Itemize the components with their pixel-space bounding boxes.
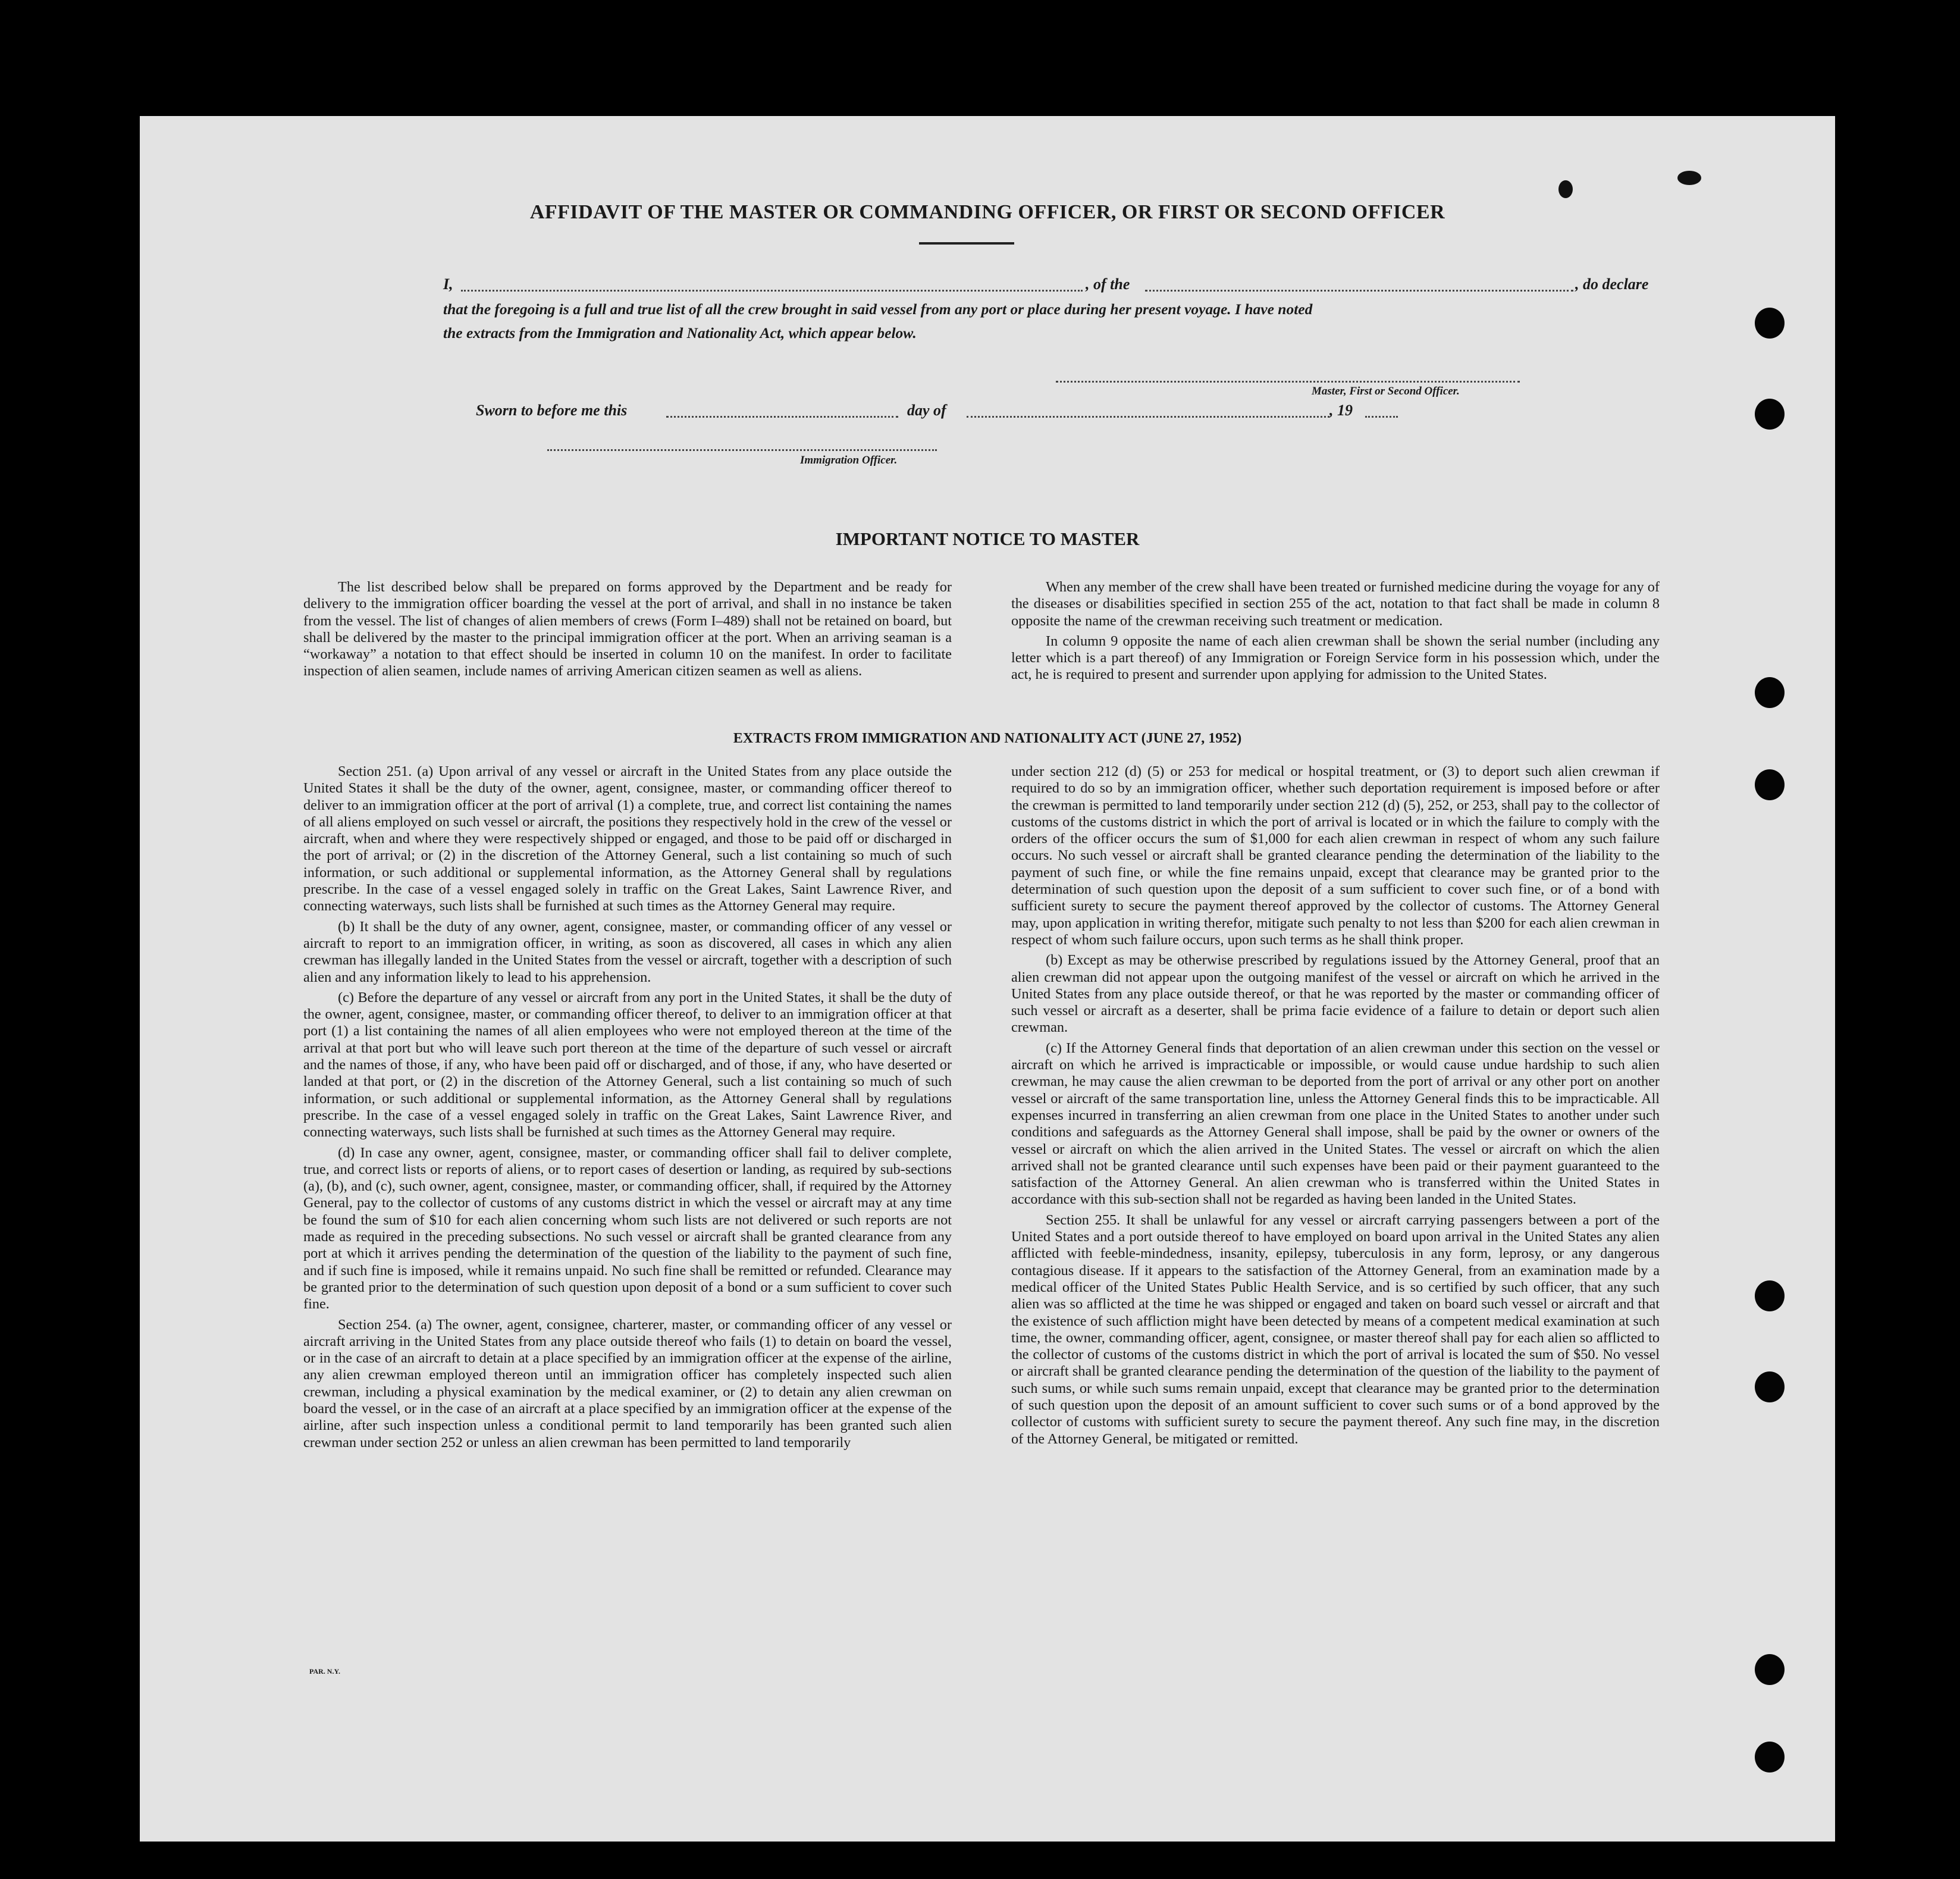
punch-hole — [1755, 677, 1785, 708]
section-254-a: Section 254. (a) The owner, agent, consignee, charterer, master, or commanding officer of any vessel or aircraft arriving in the United States from any place outside thereof who fails (1) to detain on board the vessel, or in the case of an aircraft to detain at a place specified by an immigration officer at the expense of the airline, any alien crewman employed thereon until an immigration officer has completely inspected such alien crewman, including a physical examination by the medical examiner, or (2) to detain any alien crewman on board the vessel, or in the case of an aircraft at a place specified by an immigration officer at the expense of the airline, after such inspection unless a conditional permit to land temporarily has been granted such alien crewman under section 252 or unless an alien crewman has been permitted to land temporarily — [303, 1316, 952, 1451]
declaration-do-declare: , do declare — [1575, 275, 1649, 293]
statement-line-2: the extracts from the Immigration and Nationality Act, which appear below. — [443, 324, 917, 342]
declaration-i: I, — [443, 275, 453, 293]
affidavit-title: AFFIDAVIT OF THE MASTER OR COMMANDING OFFICER, OR FIRST OR SECOND OFFICER — [529, 201, 1445, 223]
ink-blot — [1677, 171, 1701, 185]
notice-right-text-2: In column 9 opposite the name of each alien crewman shall be shown the serial number (including any letter which is a part thereof) of any Immigration or Foreign Service form in his possession which, under the act, he is required to present and surrender upon applying for admission to the United States. — [1011, 632, 1660, 683]
month-blank — [967, 416, 1329, 418]
title-divider — [919, 242, 1014, 245]
year-blank — [1365, 416, 1398, 418]
punch-hole — [1755, 1280, 1785, 1311]
notice-title: IMPORTANT NOTICE TO MASTER — [835, 528, 1140, 549]
notice-right-text-1: When any member of the crew shall have been treated or furnished medicine during the voyage for any of the diseases or disabilities specified in section 255 of the act, notation to that fact shall be made in column 8 opposite the name of the crewman receiving such treatment or medication. — [1011, 579, 1660, 629]
year-prefix: , 19 — [1329, 402, 1353, 419]
section-251-a: Section 251. (a) Upon arrival of any vessel or aircraft in the United States from any place outside the United States it shall be the duty of the owner, agent, consignee, master, or commanding officer thereof to deliver to an immigration officer at the port of arrival (1) a complete, true, and correct list containing the names of all aliens employed on such vessel or aircraft, the positions they respectively hold in the crew of the vessel or aircraft, when and where they were respectively shipped or engaged, and those to be paid off or discharged in the port of arrival; or (2) in the discretion of the Attorney General, such a list containing so much of such information, or such additional or supplemental information, as the Attorney General shall by regulations prescribe. In the case of a vessel engaged solely in traffic on the Great Lakes, Saint Lawrence River, and connecting waterways, such lists shall be furnished at such times as the Attorney General may require. — [303, 763, 952, 915]
section-254-b: (b) Except as may be otherwise prescribed by regulations issued by the Attorney General, proof that an alien crewman did not appear upon the outgoing manifest of the vessel or aircraft on which he arrived in the United States from any place outside thereof, or that he was reported by the master or commanding officer of such vessel or aircraft as a deserter, shall be prima facie evidence of a failure to detain or deport such alien crewman. — [1011, 952, 1660, 1036]
section-254-a-continued: under section 212 (d) (5) or 253 for medical or hospital treatment, or (3) to deport such alien crewman if required to do so by an immigration officer, whether such deportation requirement is imposed before or after the crewman is permitted to land temporarily under section 212 (d) (5), 252, or 253, shall pay to the collector of customs of the customs district in which the port of arrival is located or in which the failure to comply with the orders of the officer occurs the sum of $1,000 for each alien crewman in respect of whom any such failure occurs. No such vessel or aircraft shall be granted clearance pending the determination of the liability to the payment of such fine, or while the fine remains unpaid, except that clearance may be granted prior to the determination of such question upon the deposit of a sum sufficient to cover such fine, or of a bond with sufficient surety to secure the payment thereof approved by the collector of customs. The Attorney General may, upon application in writing therefor, mitigate such penalty to not less than $200 for each alien crewman in respect of whom such failure occurs, upon such terms as he shall think proper. — [1011, 763, 1660, 948]
extracts-right-column — [1011, 763, 1660, 1451]
section-251-b: (b) It shall be the duty of any owner, agent, consignee, master, or commanding officer of any vessel or aircraft to report to an immigration officer, in writing, as soon as discovered, all cases in which any alien crewman has illegally landed in the United States from the vessel or aircraft, together with a description of such alien and any information likely to lead to his apprehension. — [303, 918, 952, 985]
section-251-d: (d) In case any owner, agent, consignee, master, or commanding officer shall fail to deliver complete, true, and correct lists or reports of aliens, or to report cases of desertion or landing, as required by sub-sections (a), (b), and (c), such owner, agent, consignee, master, or commanding officer, shall, if required by the Attorney General, pay to the collector of customs of any customs district in which the vessel or aircraft may at any time be found the sum of $10 for each alien concerning whom such lists are not delivered or such reports are not made as required in the preceding subsections. No such vessel or aircraft shall be granted clearance from any port at which it arrives pending the determination of the question of the liability to the payment of such fine, and if such fine is imposed, while it remains unpaid. No such fine shall be remitted or refunded. Clearance may be granted prior to the determination of such question upon deposit of a bond or a sum sufficient to cover such fine. — [303, 1144, 952, 1313]
name-blank — [461, 290, 1083, 292]
section-255: Section 255. It shall be unlawful for any vessel or aircraft carrying passengers between a port of the United States and a port outside thereof to have employed on board upon arrival in the United States any alien afflicted with feeble-mindedness, insanity, epilepsy, tuberculosis in any form, leprosy, or any dangerous contagious disease. If it appears to the satisfaction of the Attorney General, from an examination made by a medical officer of the United States Public Health Service, and is so certified by such officer, that any such alien was so afflicted at the time he was shipped or engaged and taken on board such vessel or aircraft and that the existence of such affliction might have been detected by means of a competent medical examination at such time, the owner, commanding officer, agent, consignee, or master thereof shall pay for each alien so afflicted to the collector of customs of the customs district in which the port of arrival is located the sum of $50. No vessel or aircraft shall be granted clearance pending the determination of the question of the liability to the payment of such sums, or while such sums remain unpaid, except that clearance may be granted prior to the determination of such question upon the deposit of an amount sufficient to cover such sums or of a bond approved by the collector of customs with sufficient surety to secure the payment thereof. Any such fine may, in the discretion of the Attorney General, be mitigated or remitted. — [1011, 1211, 1660, 1447]
master-signature-blank — [1056, 381, 1520, 383]
punch-hole — [1755, 1371, 1785, 1402]
punch-hole — [1755, 769, 1785, 800]
day-of-text: day of — [907, 402, 946, 419]
notice-left-text: The list described below shall be prepared on forms approved by the Department and be ready for delivery to the immigration officer boarding the vessel at the port of arrival, and shall in no instance be taken from the vessel. The list of changes of alien members of crews (Form I–489) shall not be retained on board, but shall be delivered by the master to the principal immigration officer at the port. When an arriving seaman is a “workaway” a notation to that effect should be inserted in column 10 on the manifest. In order to facilitate inspection of alien seamen, include names of arriving American citizen seamen as well as aliens. — [303, 579, 952, 679]
sworn-text: Sworn to before me this — [476, 402, 628, 419]
notice-right-column — [1011, 579, 1660, 687]
statement-line-1: that the foregoing is a full and true list of all the crew brought in said vessel from any port or place during her present voyage. I have noted — [443, 300, 1313, 318]
ink-blot — [1558, 180, 1573, 198]
punch-hole — [1755, 308, 1785, 339]
extracts-title: EXTRACTS FROM IMMIGRATION AND NATIONALITY ACT (JUNE 27, 1952) — [733, 731, 1242, 746]
officer-signature-blank — [547, 449, 937, 451]
punch-hole — [1755, 399, 1785, 430]
punch-hole — [1755, 1742, 1785, 1772]
section-251-c: (c) Before the departure of any vessel or aircraft from any port in the United States, it shall be the duty of the owner, agent, consignee, master, or commanding officer thereof, to deliver to an immigration officer at that port (1) a list containing the names of all alien employees who were not employed thereon at the time of the arrival at that port but who will leave such port thereon at the time of the departure of such vessel or aircraft and the names of those, if any, who have been paid off or discharged, and of those, if any, who have deserted or landed at that port, or (2) in the discretion of the Attorney General, such a list containing so much of such information, or such additional or supplemental information, as the Attorney General shall by regulations prescribe. In the case of a vessel engaged solely in traffic on the Great Lakes, Saint Lawrence River, and connecting waterways, such lists shall be furnished at such times as the Attorney General may require. — [303, 989, 952, 1141]
extracts-left-column — [303, 763, 952, 1455]
vessel-blank — [1145, 290, 1573, 292]
sworn-day-blank — [666, 416, 898, 418]
punch-hole — [1755, 1654, 1785, 1685]
form-page — [140, 116, 1835, 1842]
printer-mark: PAR. N.Y. — [309, 1667, 341, 1676]
declaration-of-the: , of the — [1086, 275, 1130, 293]
notice-left-column — [303, 579, 952, 684]
officer-signature-label: Immigration Officer. — [800, 454, 898, 466]
master-signature-label: Master, First or Second Officer. — [1312, 385, 1460, 397]
section-254-c: (c) If the Attorney General finds that deportation of an alien crewman under this section on the vessel or aircraft on which he arrived is impracticable or impossible, or would cause undue hardship to such alien crewman, he may cause the alien crewman to be deported from the port of arrival or any other port on another vessel or aircraft of the same transportation line, unless the Attorney General finds this to be impracticable. All expenses incurred in transferring an alien crewman from one place in the United States to another under such conditions and safeguards as the Attorney General shall impose, shall be paid by the owner or owners of the vessel or aircraft on which the alien arrived in the United States. The vessel or aircraft on which the alien arrived shall not be granted clearance until such expenses have been paid or their payment guaranteed to the satisfaction of the Attorney General. An alien crewman who is transferred within the United States in accordance with this sub-section shall not be regarded as having been landed in the United States. — [1011, 1039, 1660, 1208]
